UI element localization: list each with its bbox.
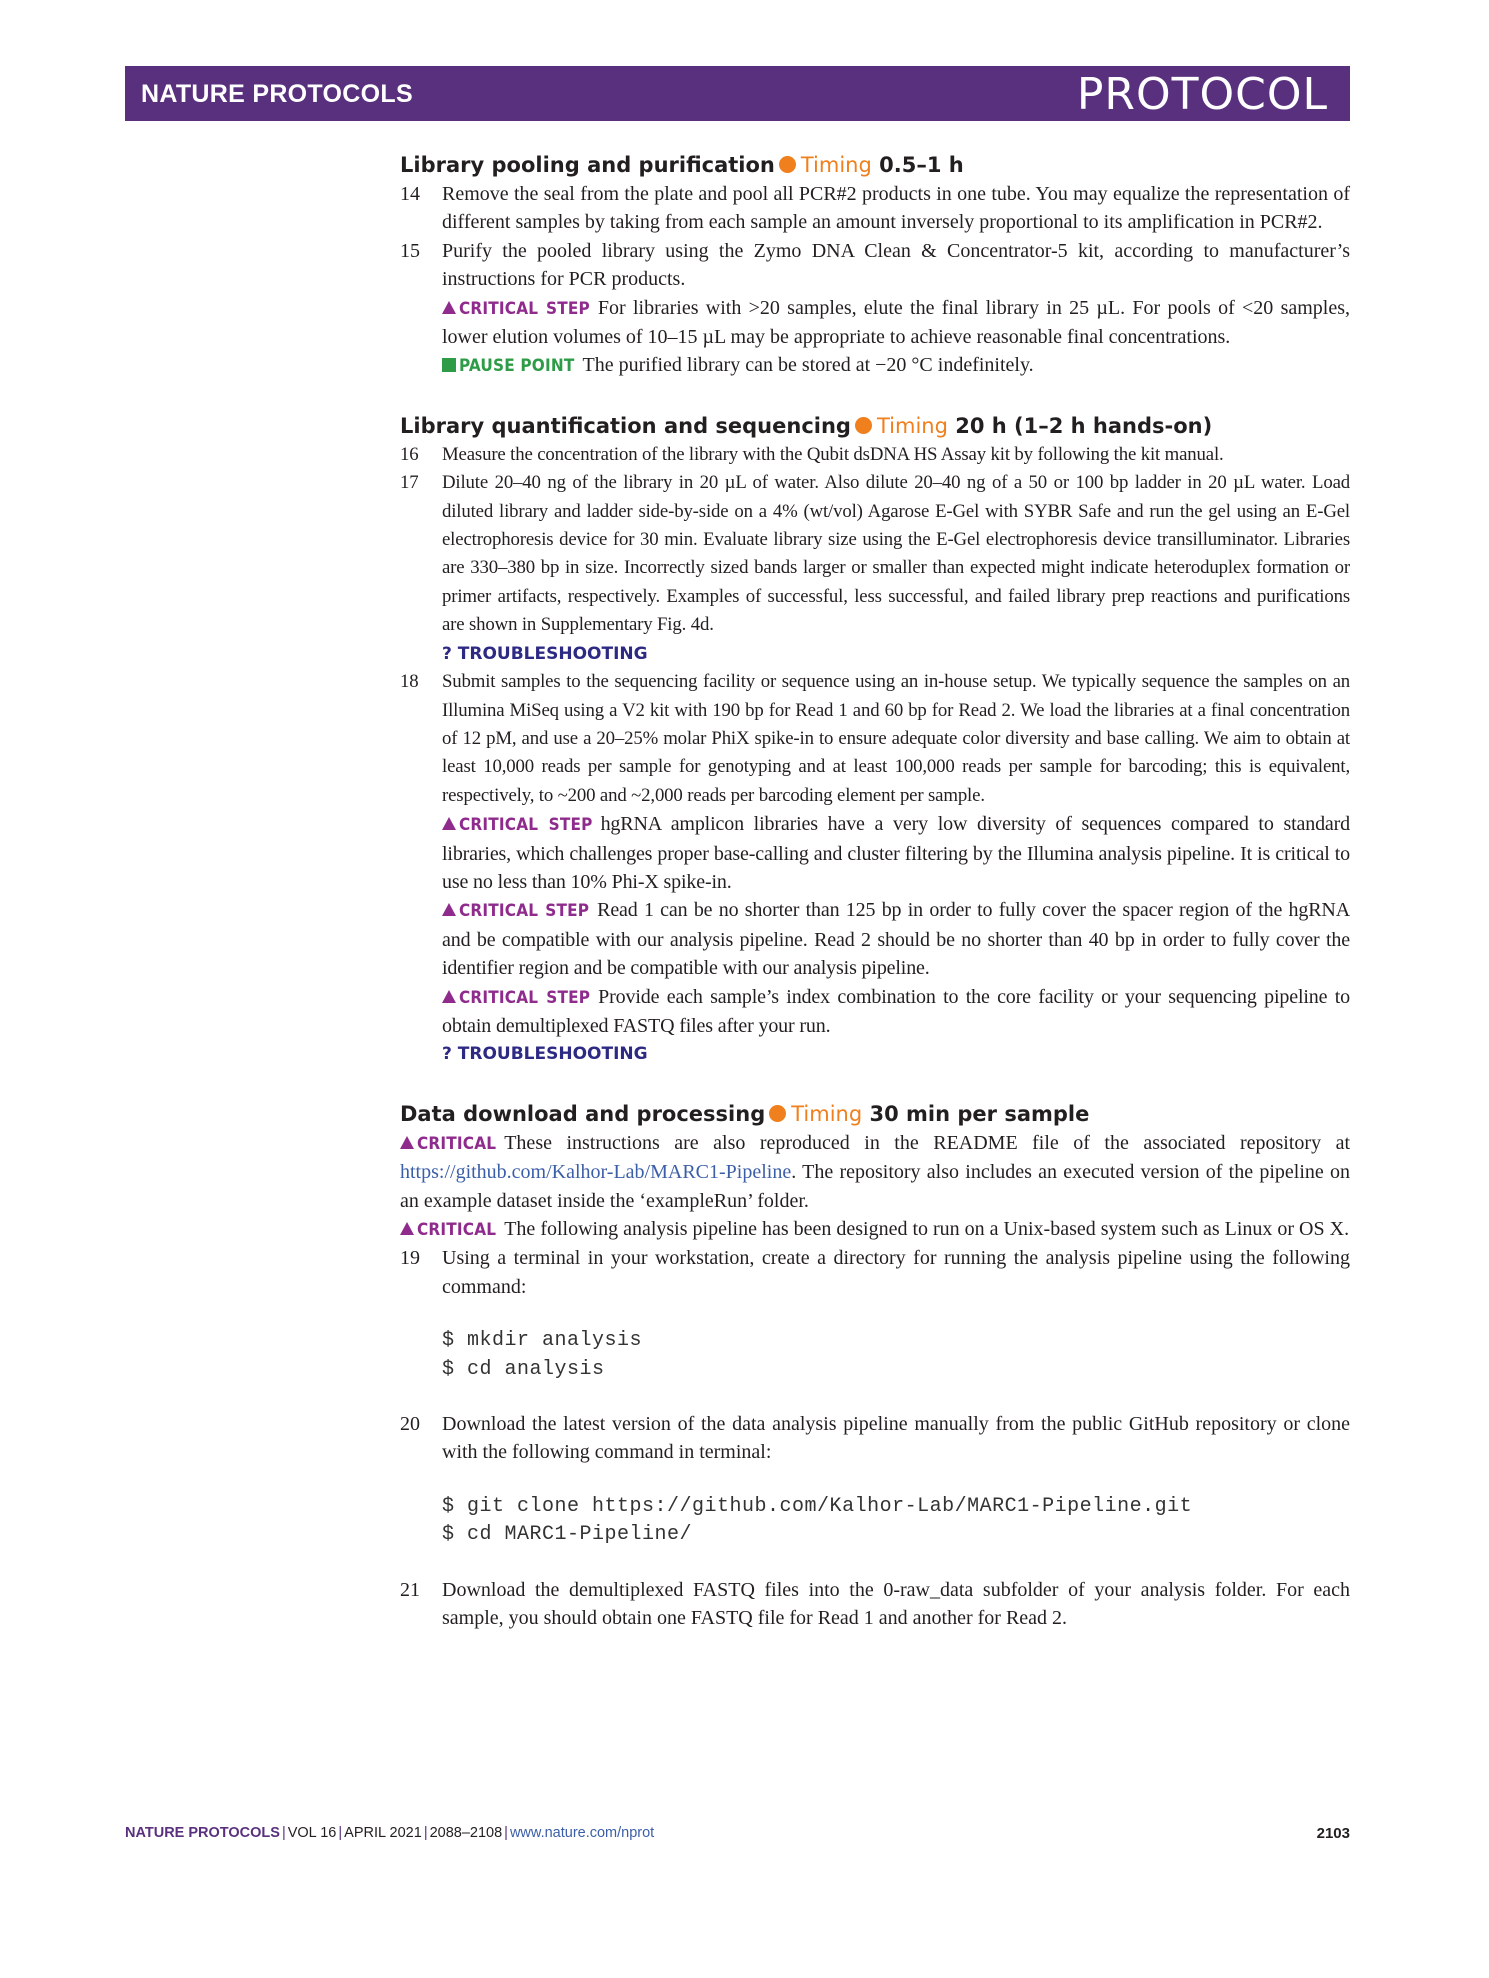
main-content <box>400 150 1350 1632</box>
footer-url[interactable]: www.nature.com/nprot <box>509 1825 655 1841</box>
pause-point-label <box>442 356 575 376</box>
section-title-quantification <box>400 411 1350 441</box>
step-text: Download the demultiplexed FASTQ files into the 0-raw_data subfolder of your analysis folder. For each sample, you should obtain one FASTQ file for Read 1 and another for Read 2. <box>442 1578 1350 1630</box>
critical-step-note <box>442 983 1350 1041</box>
timing-value: 30 min per sample <box>869 1101 1090 1126</box>
timing-label: Timing <box>800 153 872 177</box>
footer-separator: | <box>338 1825 343 1841</box>
step-number: 18 <box>400 671 419 693</box>
footer-separator: | <box>423 1825 428 1841</box>
section-title-pooling <box>400 150 1350 180</box>
step-number: 21 <box>400 1578 420 1601</box>
step-21 <box>400 1576 1350 1633</box>
critical-text: These instructions are also reproduced in the README file of the associated repository at <box>504 1131 1350 1154</box>
step-number: 20 <box>400 1413 420 1436</box>
step-text: Remove the seal from the plate and pool all PCR#2 products in one tube. You may equalize the representation of different samples by taking from each sample an amount inversely proportional to its amplification in PCR#2. <box>442 183 1350 234</box>
step-18 <box>400 668 1350 810</box>
footer-separator: | <box>281 1825 286 1841</box>
step-text: Using a terminal in your workstation, create a directory for running the analysis pipeline using the following command: <box>442 1247 1350 1298</box>
step-14 <box>400 180 1350 237</box>
critical-step-text: Read 1 can be no shorter than 125 bp in order to fully cover the spacer region of the hgRNA and be compatible with our analysis pipeline. Read 2 should be no shorter than 40 bp in order to fully cover the identifier region and be compatible with our analysis pipeline. <box>442 899 1351 980</box>
warning-triangle-icon <box>400 1136 414 1149</box>
article-type: PROTOCOL <box>1076 69 1328 120</box>
page-footer <box>125 1825 1350 1841</box>
critical-step-label <box>442 988 590 1008</box>
timing-value: 20 h (1–2 h hands-on) <box>955 413 1213 438</box>
critical-label <box>400 1134 496 1154</box>
step-text: Measure the concentration of the library with the Qubit dsDNA HS Assay kit by following the kit manual. <box>442 443 1224 465</box>
step-number: 15 <box>400 239 420 262</box>
critical-step-note <box>442 896 1350 982</box>
timing-dot-icon <box>855 417 872 434</box>
critical-note <box>400 1129 1350 1215</box>
timing-value: 0.5–1 h <box>879 153 964 177</box>
warning-triangle-icon <box>442 903 456 916</box>
section-title-data <box>400 1099 1350 1129</box>
timing-label: Timing <box>876 413 948 438</box>
troubleshooting-link[interactable]: ? TROUBLESHOOTING <box>442 643 648 664</box>
pause-point-text: The purified library can be stored at −20 °C indefinitely. <box>582 354 1034 377</box>
timing-label: Timing <box>791 1101 863 1126</box>
warning-triangle-icon <box>442 990 456 1003</box>
step-number: 16 <box>400 443 419 465</box>
step-number: 14 <box>400 183 420 205</box>
step-15 <box>400 237 1350 294</box>
critical-step-label-text: CRITICAL STEP <box>459 901 590 922</box>
critical-step-label-text: CRITICAL STEP <box>459 298 590 319</box>
code-line: $ cd MARC1-Pipeline/ <box>442 1523 693 1547</box>
pause-point-label-text: PAUSE POINT <box>459 356 575 377</box>
critical-step-text: Provide each sample’s index combination to the core facility or your sequencing pipeline to obtain demultiplexed FASTQ files after your run. <box>442 985 1350 1037</box>
step-number: 19 <box>400 1247 420 1270</box>
code-line: $ cd analysis <box>442 1357 605 1381</box>
warning-triangle-icon <box>442 301 456 314</box>
footer-journal: NATURE PROTOCOLS <box>125 1825 280 1841</box>
critical-text-continued: . The repository also includes an executed version of the pipeline on an example dataset inside the ‘exampleRun’ folder. <box>400 1161 1350 1212</box>
section-title-text: Library pooling and purification <box>400 153 775 177</box>
step-20 <box>400 1410 1350 1467</box>
step-16 <box>400 441 1350 469</box>
footer-pages: 2088–2108 <box>429 1825 503 1841</box>
critical-text: The following analysis pipeline has been designed to run on a Unix-based system such as Linux or OS X. <box>504 1218 1350 1240</box>
step-text: Submit samples to the sequencing facility or sequence using an in-house setup. We typically sequence the samples on an Illumina MiSeq using a V2 kit with 190 bp for Read 1 and 60 bp for Read 2. We load the libraries at a final concentration of 12 pM, and use a 20–25% molar PhiX spike-in to ensure adequate color diversity and base calling. We aim to obtain at least 10,000 reads per sample for genotyping and at least 100,000 reads per sample for barcoding; this is equivalent, respectively, to ~200 and ~2,000 reads per barcoding element per sample. <box>442 671 1350 806</box>
step-text: Purify the pooled library using the Zymo DNA Clean & Concentrator-5 kit, according to manufacturer’s instructions for PCR products. <box>442 239 1350 291</box>
step-number: 17 <box>400 472 419 494</box>
critical-step-label-text: CRITICAL STEP <box>459 987 591 1008</box>
pause-square-icon <box>442 358 456 372</box>
journal-name: NATURE PROTOCOLS <box>141 80 413 108</box>
critical-note <box>400 1215 1350 1244</box>
pause-point-note <box>442 351 1350 380</box>
warning-triangle-icon <box>400 1222 414 1235</box>
critical-step-note <box>442 294 1350 352</box>
footer-date: APRIL 2021 <box>344 1825 422 1841</box>
footer-volume: VOL 16 <box>287 1825 337 1841</box>
critical-label <box>400 1220 496 1240</box>
timing-dot-icon <box>779 156 796 173</box>
critical-step-text: For libraries with >20 samples, elute the final library in 25 µL. For pools of <20 samples, lower elution volumes of 10–15 µL may be appropriate to achieve reasonable final concentrations. <box>442 296 1350 349</box>
step-text: Download the latest version of the data analysis pipeline manually from the public GitHub repository or clone with the following command in terminal: <box>442 1413 1350 1464</box>
repository-link[interactable]: https://github.com/Kalhor-Lab/MARC1-Pipeline <box>400 1161 792 1184</box>
troubleshooting-link[interactable]: ? TROUBLESHOOTING <box>442 1044 648 1065</box>
step-19 <box>400 1244 1350 1301</box>
code-line: $ git clone https://github.com/Kalhor-Lab/MARC1-Pipeline.git <box>442 1494 1193 1518</box>
timing-dot-icon <box>769 1105 786 1122</box>
critical-label-text: CRITICAL <box>417 1220 497 1240</box>
critical-step-label <box>442 299 590 319</box>
critical-step-label <box>442 815 593 835</box>
warning-triangle-icon <box>442 817 456 830</box>
section-title-text: Library quantification and sequencing <box>400 413 851 438</box>
footer-separator: | <box>504 1825 508 1841</box>
journal-header-bar <box>125 66 1350 121</box>
step-17 <box>400 469 1350 639</box>
critical-label-text: CRITICAL <box>417 1133 497 1154</box>
critical-step-note <box>442 810 1350 896</box>
section-title-text: Data download and processing <box>400 1101 766 1126</box>
critical-step-label-text: CRITICAL STEP <box>459 815 593 836</box>
step-text: Dilute 20–40 ng of the library in 20 µL of water. Also dilute 20–40 ng of a 50 or 100 bp ladder in 20 µL water. Load diluted library and ladder side-by-side on a 4% (wt/vol) Agarose E-Gel with SYBR Safe and run the gel using an E-Gel electrophoresis device for 30 min. Evaluate library size using the E-Gel electrophoresis device transilluminator. Libraries are 330–380 bp in size. Incorrectly sized bands larger or smaller than expected might indicate heteroduplex formation or primer artifacts, respectively. Examples of successful, less successful, and failed library prep reactions and purifications are shown in Supplementary Fig. 4d. <box>442 472 1350 636</box>
critical-step-text: hgRNA amplicon libraries have a very low diversity of sequences compared to standard libraries, which challenges proper base-calling and cluster filtering by the Illumina analysis pipeline. It is critical to use no less than 10% Phi-X spike-in. <box>442 813 1351 893</box>
critical-step-label <box>442 901 589 921</box>
page-number: 2103 <box>1316 1825 1350 1842</box>
code-line: $ mkdir analysis <box>442 1329 643 1353</box>
